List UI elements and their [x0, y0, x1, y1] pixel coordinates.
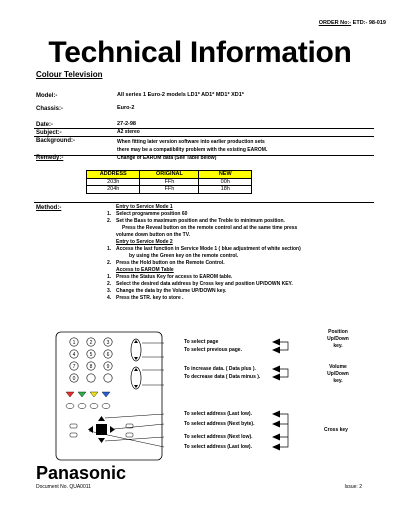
remote-number-key: [104, 374, 112, 382]
remote-key: [70, 433, 77, 437]
earom-cell: 204h: [87, 186, 140, 194]
list-item: [107, 253, 377, 260]
list-item: [107, 218, 377, 225]
earom-cell: 203h: [87, 178, 140, 186]
step-number: 4.: [107, 295, 112, 301]
arrow-left-icon: [272, 366, 280, 373]
subject-label: Subject:-: [36, 130, 62, 136]
label-line: Up/Down: [327, 336, 349, 342]
list-item: [107, 274, 377, 281]
chassis-value: Euro-2: [117, 105, 135, 111]
model-value: All series 1 Euro-2 models LD1* AD1* MD1* XD1*: [117, 92, 244, 98]
step-number: 3.: [107, 288, 112, 294]
instruction-select-address-last-low: To select address (Last low).: [184, 444, 252, 450]
step-number: 1.: [107, 274, 112, 280]
step-text: Select programme position 60: [116, 211, 188, 217]
list-item: [107, 295, 377, 302]
background-label: Background:-: [36, 138, 75, 144]
service-mode-2-title: Entry to Service Mode 2: [116, 239, 173, 245]
document-number: Document No. QUA0011: [36, 484, 91, 490]
document-category: Colour Television: [36, 70, 103, 79]
remote-key-label: 3: [106, 339, 110, 346]
order-number: [319, 20, 386, 27]
step-text: Press the Reveal button on the remote control and at the same time press: [122, 225, 298, 231]
divider: [34, 128, 374, 129]
remote-key-label: 6: [106, 351, 110, 358]
divider: [34, 136, 374, 137]
subject-value: A2 stereo: [117, 129, 140, 135]
bracket-arrows: [266, 336, 306, 456]
step-text: Press the Status Key for access to EAROM table.: [116, 274, 233, 280]
list-item: [107, 225, 377, 232]
step-number: 2.: [107, 218, 112, 224]
remote-key-label: 0: [72, 375, 76, 382]
date-value: 27-2-98: [117, 121, 136, 127]
earom-header-new: NEW: [199, 171, 252, 179]
step-number: 1.: [107, 211, 112, 217]
list-item: [107, 260, 377, 267]
arrow-left-icon: [272, 411, 280, 418]
instruction-select-address-last: To select address (Last low).: [184, 411, 252, 417]
instruction-increase-data: To increase data. ( Data plus ).: [184, 366, 256, 372]
brand-logo: Panasonic: [36, 463, 127, 483]
step-text: Select the desired data address by Cross key and position UP/DOWN KEY.: [116, 281, 293, 287]
step-text: volume down button on the TV.: [116, 232, 190, 238]
arrow-left-icon: [272, 347, 280, 354]
bracket: [280, 369, 288, 377]
instruction-select-address-next-byte: To select address (Next byte).: [184, 421, 255, 427]
remote-control-diagram: [54, 330, 164, 462]
earom-cell: 18h: [199, 186, 252, 194]
step-text: Press the Hold button on the Remote Control.: [116, 260, 225, 266]
step-number: [107, 225, 122, 232]
earom-table: [86, 170, 252, 194]
label-line: Position: [328, 329, 348, 335]
remote-function-key: [102, 404, 110, 409]
background-line-2: there may be a compatibility problem with the existing EAROM.: [117, 147, 268, 153]
cross-key-label: Cross key: [324, 427, 348, 433]
label-line: Volume: [329, 364, 347, 370]
model-label: Model:-: [36, 93, 58, 99]
earom-header-original: ORIGINAL: [140, 171, 199, 179]
label-line: key.: [333, 343, 343, 349]
table-row: [87, 186, 252, 194]
step-text: Set the Bass to maximum position and the Treble to minimum position.: [116, 218, 285, 224]
volume-key-label: [318, 364, 358, 385]
list-item: [107, 288, 377, 295]
list-item: [107, 281, 377, 288]
earom-header-address: ADDRESS: [87, 171, 140, 179]
step-number: 2.: [107, 260, 112, 266]
earom-table-header: [87, 171, 252, 179]
arrow-left-icon: [272, 421, 280, 428]
page-title: Technical Information: [48, 36, 352, 69]
issue-number: Issue: 2: [344, 484, 362, 490]
method-body: [107, 204, 377, 302]
earom-cell: FFh: [140, 178, 199, 186]
remote-function-key: [78, 404, 86, 409]
instruction-select-previous-page: To select previous page.: [184, 347, 242, 353]
divider: [34, 202, 374, 203]
remedy-value: Change of EAROM data (See Table below): [117, 155, 217, 161]
remote-function-key: [90, 404, 98, 409]
step-text: Access the last function in Service Mode 1 ( blue adjustment of white section): [116, 246, 301, 252]
label-line: Up/Down: [327, 371, 349, 377]
remote-key-label: 5: [89, 351, 93, 358]
remote-key-label: 1: [72, 339, 76, 346]
remedy-label: Remedy:-: [36, 155, 64, 161]
remote-key-label: 8: [89, 363, 93, 370]
step-text: by using the Green key on the remote control.: [129, 253, 239, 259]
step-number: 1.: [107, 246, 112, 252]
order-no-value: ETD:- 98-019: [352, 20, 386, 26]
remote-number-key: [87, 374, 95, 382]
earom-cell: 00h: [199, 178, 252, 186]
earom-cell: FFh: [140, 186, 199, 194]
table-row: [87, 178, 252, 186]
arrow-left-icon: [272, 434, 280, 441]
remote-key: [70, 424, 77, 428]
remote-function-key: [66, 404, 74, 409]
step-number: [107, 232, 116, 239]
arrow-left-icon: [272, 444, 280, 451]
bracket: [280, 414, 288, 447]
remote-key-label: 2: [89, 339, 93, 346]
date-label: Date:-: [36, 122, 54, 128]
chassis-label: Chassis:-: [36, 106, 64, 112]
cross-key-center: [96, 424, 107, 435]
service-mode-1-title: Entry to Service Mode 1: [116, 204, 173, 210]
background-line-1: When fitting later version software into earlier production sets: [117, 139, 265, 145]
instruction-select-page: To select page: [184, 339, 219, 345]
bracket: [280, 342, 288, 350]
order-no-label: ORDER No:-: [318, 20, 352, 26]
earom-access-title: Access to EAROM Table: [116, 267, 174, 273]
list-item: [107, 232, 377, 239]
step-number: [107, 253, 129, 260]
remote-key-label: 9: [106, 363, 110, 370]
list-item: [107, 246, 377, 253]
step-number: 2.: [107, 281, 112, 287]
step-text: Change the data by the Volume UP/DOWN key.: [116, 288, 227, 294]
remote-key-label: 7: [72, 363, 76, 370]
instruction-select-address-next-low: To select address (Next low).: [184, 434, 253, 440]
list-item: [107, 211, 377, 218]
remote-key: [126, 433, 133, 437]
remote-key-label: 4: [72, 351, 76, 358]
method-label: Method:-: [36, 205, 62, 211]
instruction-decrease-data: To decrease data ( Data minus ).: [184, 374, 261, 380]
position-key-label: [318, 329, 358, 350]
arrow-left-icon: [272, 374, 280, 381]
label-line: key.: [333, 378, 343, 384]
step-text: Press the STR. key to store .: [116, 295, 184, 301]
arrow-left-icon: [272, 339, 280, 346]
